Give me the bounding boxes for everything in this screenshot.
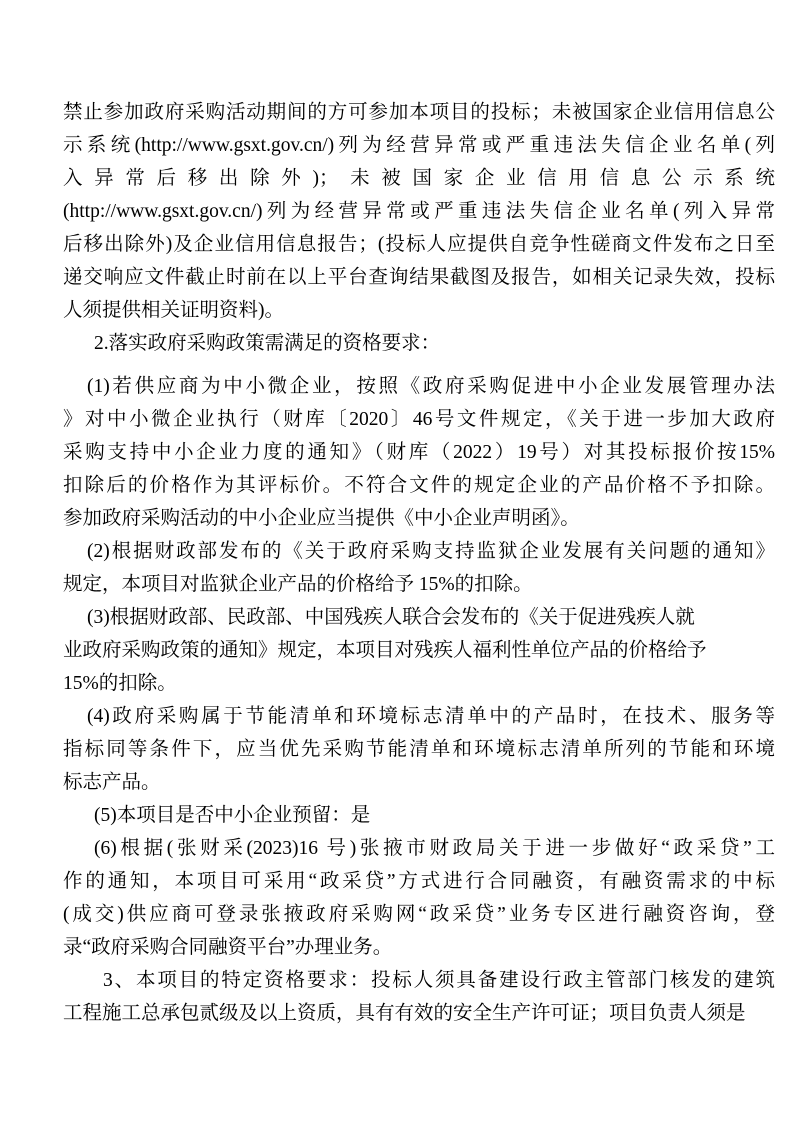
text-line: 业政府采购政策的通知》规定，本项目对残疾人福利性单位产品的价格给予 (63, 640, 707, 661)
item-3-disabled-welfare-deduction (63, 601, 775, 700)
text-line: 规定，本项目对监狱企业产品的价格给予 15%的扣除。 (63, 574, 533, 595)
item-5-sme-reservation (63, 799, 775, 832)
item-6-zhengcaidai-financing (63, 832, 775, 964)
text-line: 指标同等条件下，应当优先采购节能清单和环境标志清单所列的节能和环境 (63, 739, 775, 760)
item-1-sme-price-deduction (63, 370, 775, 535)
text-line: 工程施工总承包贰级及以上资质，具有有效的安全生产许可证；项目负责人须是 (63, 1003, 746, 1024)
text-line: (5)本项目是否中小企业预留：是 (94, 805, 371, 826)
para-continued-credit-requirements (63, 96, 775, 327)
text-line: 采购支持中小企业力度的通知》（财库（2022）19号）对其投标报价按15% (63, 442, 775, 463)
para-3-specific-qualification-requirements (63, 964, 775, 1030)
heading-procurement-policy-requirements (63, 327, 775, 360)
text-line: 入异常后移出除外)；未被国家企业信用信息公示系统 (63, 168, 775, 189)
text-line: 禁止参加政府采购活动期间的方可参加本项目的投标；未被国家企业信用信息公 (63, 102, 775, 123)
text-line: 录“政府采购合同融资平台”办理业务。 (63, 937, 393, 958)
text-line: (http://www.gsxt.gov.cn/)列为经营异常或严重违法失信企业名单(列入异常 (63, 201, 775, 222)
text-line: 递交响应文件截止时前在以上平台查询结果截图及报告，如相关记录失效，投标 (63, 267, 775, 288)
text-line: 作的通知，本项目可采用“政采贷”方式进行合同融资，有融资需求的中标 (63, 871, 775, 892)
text-line: 3、本项目的特定资格要求：投标人须具备建设行政主管部门核发的建筑 (103, 970, 775, 991)
text-line: 扣除后的价格作为其评标价。不符合文件的规定企业的产品价格不予扣除。 (63, 475, 775, 496)
text-line: 2.落实政府采购政策需满足的资格要求： (94, 333, 441, 354)
text-line: (2)根据财政部发布的《关于政府采购支持监狱企业发展有关问题的通知》 (87, 541, 775, 562)
text-line: (1)若供应商为中小微企业，按照《政府采购促进中小企业发展管理办法 (87, 376, 775, 397)
text-line: (成交)供应商可登录张掖政府采购网“政采贷”业务专区进行融资咨询，登 (63, 904, 775, 925)
text-line: 15%的扣除。 (63, 673, 177, 694)
document-body (63, 96, 775, 1030)
text-line: (6)根据(张财采(2023)16 号)张掖市财政局关于进一步做好“政采贷”工 (94, 838, 775, 859)
text-line: 》对中小微企业执行（财库〔2020〕46号文件规定，《关于进一步加大政府 (63, 409, 775, 430)
text-line: 参加政府采购活动的中小企业应当提供《中小企业声明函》。 (63, 508, 580, 529)
item-4-energy-saving-priority (63, 700, 775, 799)
text-line: 人须提供相关证明资料)。 (63, 300, 284, 321)
text-line: (3)根据财政部、民政部、中国残疾人联合会发布的《关于促进残疾人就 (87, 607, 695, 628)
text-line: 标志产品。 (63, 772, 161, 793)
text-line: 示系统(http://www.gsxt.gov.cn/)列为经营异常或严重违法失信企业名单(列 (63, 135, 775, 156)
text-line: (4)政府采购属于节能清单和环境标志清单中的产品时，在技术、服务等 (87, 706, 775, 727)
text-line: 后移出除外)及企业信用信息报告；(投标人应提供自竞争性磋商文件发布之日至 (63, 234, 775, 255)
item-2-prison-enterprise-deduction (63, 535, 775, 601)
